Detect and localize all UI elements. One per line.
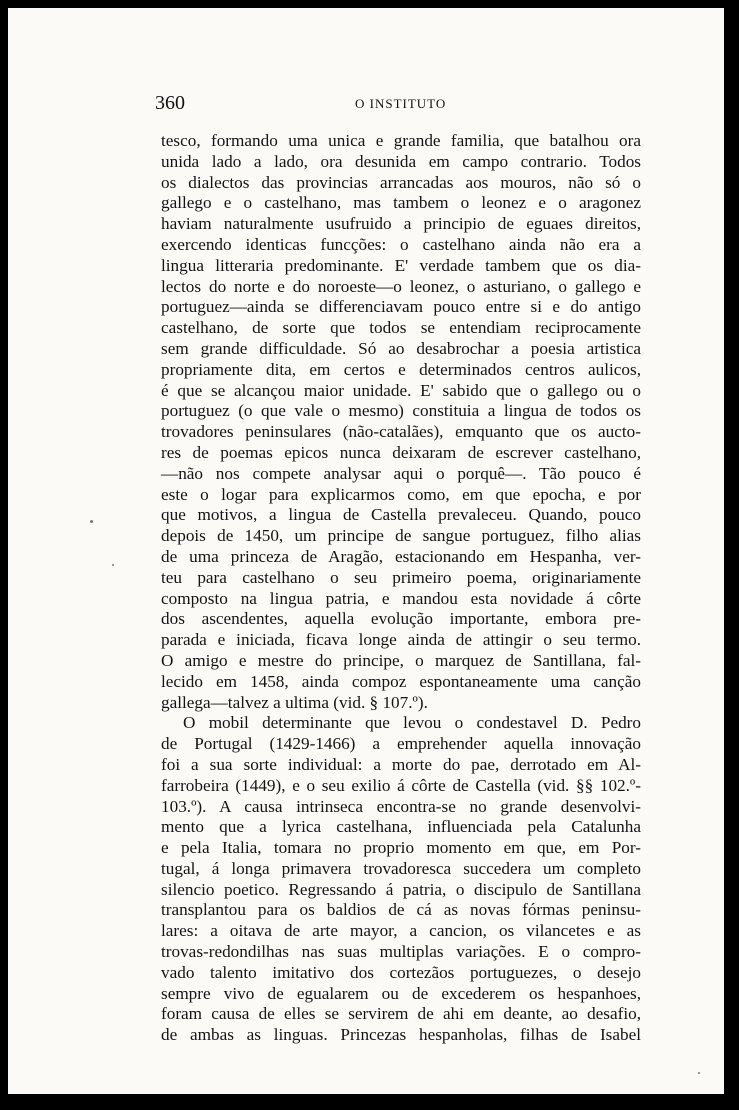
text-line: unida lado a lado, ora desunida em campo contrario. Todos	[161, 151, 641, 171]
text-line: parada e iniciada, ficava longe ainda de attingir o seu termo.	[161, 630, 641, 650]
text-line: vado talento imitativo dos cortezãos portuguezes, o desejo	[161, 962, 641, 982]
text-line: foi a sua sorte individual: a morte do pae, derrotado em Al-	[161, 754, 641, 774]
page-number: 360	[155, 92, 185, 114]
text-line: teu para castelhano o seu primeiro poema, originariamente	[161, 567, 641, 587]
text-line: lingua litteraria predominante. E' verdade tambem que os dia-	[161, 255, 641, 275]
text-line: é que se alcançou maior unidade. E' sabido que o gallego ou o	[161, 380, 641, 400]
paper-speck	[112, 564, 114, 566]
text-line: de Portugal (1429-1466) a emprehender aquella innovação	[161, 734, 641, 754]
text-line: de uma princeza de Aragão, estacionando em Hespanha, ver-	[161, 546, 641, 566]
text-line: mento que a lyrica castelhana, influenciada pela Catalunha	[161, 817, 641, 837]
text-line: trovadores peninsulares (não-catalães), emquanto que os aucto-	[161, 422, 641, 442]
text-line: portuguez (o que vale o mesmo) constituia a lingua de todos os	[161, 401, 641, 421]
text-line: os dialectos das provincias arrancadas aos mouros, não só o	[161, 172, 641, 192]
paper-speck	[90, 520, 93, 523]
text-line: composto na lingua patria, e mandou esta novidade á côrte	[161, 588, 641, 608]
text-line: tesco, formando uma unica e grande familia, que batalhou ora	[161, 131, 641, 150]
text-line: que motivos, a lingua de Castella prevaleceu. Quando, pouco	[161, 505, 641, 525]
text-line: lecido em 1458, ainda compoz espontaneamente uma canção	[161, 671, 641, 691]
text-line: silencio poetico. Regressando á patria, o discipulo de Santillana	[161, 879, 641, 899]
text-line: dos ascendentes, aquella evolução importante, embora pre-	[161, 609, 641, 629]
text-line: transplantou para os baldios de cá as novas fórmas peninsu-	[161, 900, 641, 920]
text-line: depois de 1450, um principe de sangue portuguez, filho alias	[161, 526, 641, 546]
text-line: —não nos compete analysar aqui o porquê—. Tão pouco é	[161, 463, 641, 483]
text-line: portuguez—ainda se differenciavam pouco entre si e do antigo	[161, 297, 641, 317]
text-line: haviam naturalmente usufruido a principio de eguaes direitos,	[161, 214, 641, 234]
text-line: este o logar para explicarmos como, em que epocha, e por	[161, 484, 641, 504]
text-line: O mobil determinante que levou o condestavel D. Pedro	[183, 713, 641, 733]
text-line: lectos do norte e do noroeste—o leonez, o asturiano, o gallego e	[161, 276, 641, 296]
text-line: castelhano, de sorte que todos se entendiam reciprocamente	[161, 318, 641, 338]
text-line: res de poemas epicos nunca deixaram de escrever castelhano,	[161, 442, 641, 462]
running-title: O INSTITUTO	[355, 96, 447, 111]
text-line: O amigo e mestre do principe, o marquez de Santillana, fal-	[161, 650, 641, 670]
page-header	[155, 92, 455, 116]
text-line: lares: a oitava de arte mayor, a cancion, os vilancetes e as	[161, 921, 641, 941]
text-line: sempre vivo de egualarem ou de excederem os hespanhoes,	[161, 983, 641, 1003]
text-line: gallega—talvez a ultima (vid. § 107.º).	[161, 692, 428, 712]
text-line: farrobeira (1449), e o seu exilio á côrte de Castella (vid. §§ 102.º-	[161, 775, 641, 795]
book-page	[8, 8, 724, 1094]
text-line: exercendo identicas funcções: o castelhano ainda não era a	[161, 234, 641, 254]
text-line: gallego e o castelhano, mas tambem o leonez e o aragonez	[161, 193, 641, 213]
paper-speck	[698, 1072, 700, 1074]
text-line: 103.º). A causa intrinseca encontra-se no grande desenvolvi-	[161, 796, 641, 816]
text-line: foram causa de elles se servirem de ahi em deante, ao desafio,	[161, 1004, 641, 1024]
text-line: e pela Italia, tomara no proprio momento em que, em Por-	[161, 838, 641, 858]
text-line: trovas-redondilhas nas suas multiplas variações. E o compro-	[161, 942, 641, 962]
text-line: propriamente dita, em certos e determinados centros aulicos,	[161, 359, 641, 379]
text-line: de ambas as linguas. Princezas hespanholas, filhas de Isabel	[161, 1025, 641, 1045]
text-line: sem grande difficuldade. Só ao desabrochar a poesia artistica	[161, 338, 641, 358]
body-text	[161, 131, 641, 1046]
text-line: tugal, á longa primavera trovadoresca succedera um completo	[161, 858, 641, 878]
